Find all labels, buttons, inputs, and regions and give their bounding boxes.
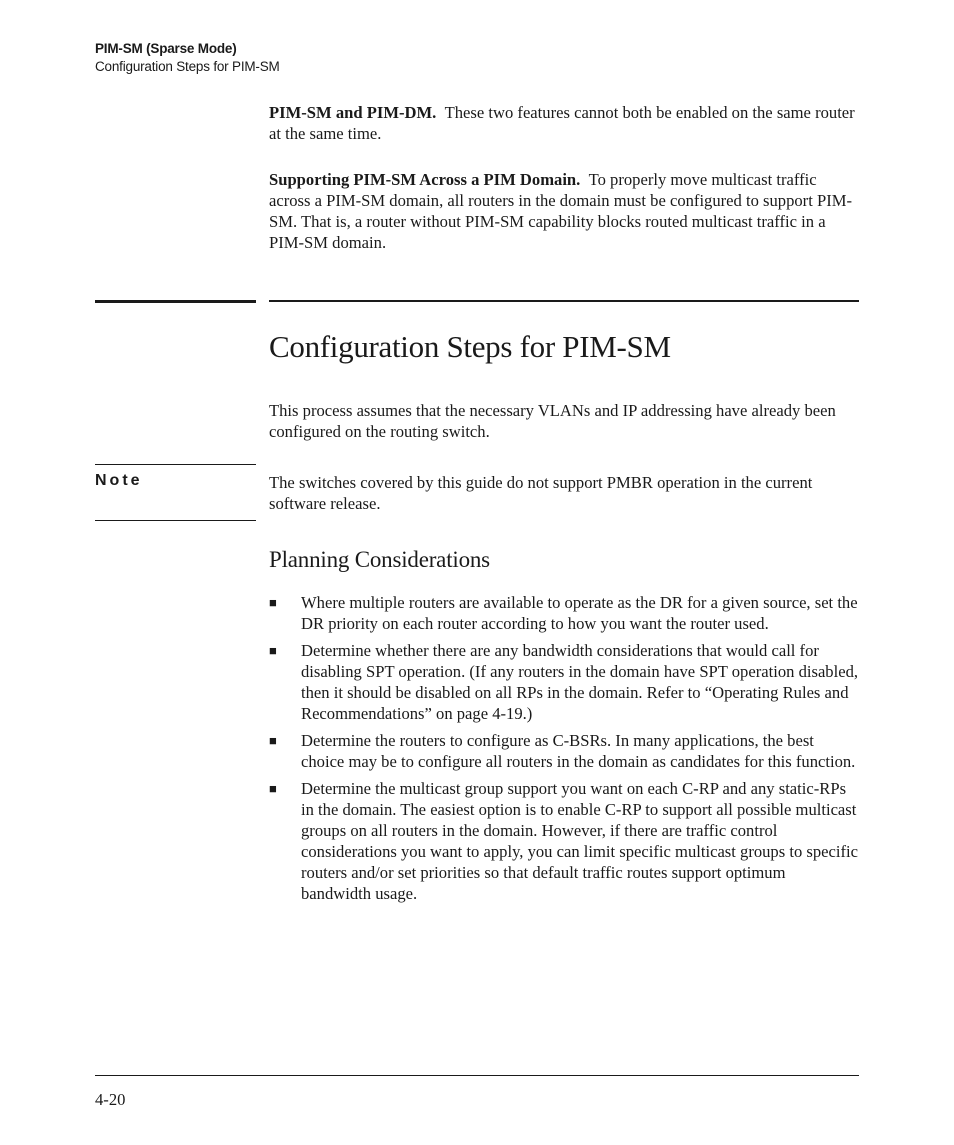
square-bullet-icon: ■ xyxy=(269,733,277,748)
list-item xyxy=(269,778,859,904)
list-item-text: Determine whether there are any bandwidth considerations that would call for disabling SPT operation. (If any routers in the domain have SPT operation disabled, then it should be disabled on all RPs in the domain. Refer to “Operating Rules and Recommendations” on page 4-19.) xyxy=(301,641,859,723)
paragraph-pim-sm-and-pim-dm xyxy=(269,102,859,144)
paragraph-lead: Supporting PIM-SM Across a PIM Domain. xyxy=(269,170,581,189)
paragraph-text: These two features cannot both be enabled on the same router at the same time. xyxy=(269,103,855,143)
list-item xyxy=(269,592,859,634)
section-divider-left xyxy=(95,300,256,303)
running-header-chapter: PIM-SM (Sparse Mode) xyxy=(95,41,237,56)
paragraph-supporting-pim-sm xyxy=(269,169,859,253)
square-bullet-icon: ■ xyxy=(269,781,277,796)
square-bullet-icon: ■ xyxy=(269,643,277,658)
footer-rule xyxy=(95,1075,859,1076)
planning-list xyxy=(269,592,859,910)
section-divider-right xyxy=(269,300,859,302)
note-text: The switches covered by this guide do not support PMBR operation in the current software release. xyxy=(269,473,813,513)
list-item-text: Where multiple routers are available to operate as the DR for a given source, set the DR priority on each router according to how you want the router used. xyxy=(301,593,858,633)
note-top-rule xyxy=(95,464,256,465)
square-bullet-icon: ■ xyxy=(269,595,277,610)
page-number: 4-20 xyxy=(95,1090,126,1109)
list-item-text: Determine the multicast group support you want on each C-RP and any static-RPs in the domain. The easiest option is to enable C-RP to support all possible multicast groups on all routers in the domain. However, if there are traffic control considerations you want to apply, you can limit specific multicast groups to specific routers and/or set priorities so that default traffic routes support optimum bandwidth usage. xyxy=(301,779,858,903)
section-title: Configuration Steps for PIM-SM xyxy=(269,329,671,364)
note-bottom-rule xyxy=(95,520,256,521)
list-item xyxy=(269,730,859,772)
paragraph-lead: PIM-SM and PIM-DM. xyxy=(269,103,437,122)
running-header-section: Configuration Steps for PIM-SM xyxy=(95,59,280,74)
paragraph-text: To properly move multicast traffic across a PIM-SM domain, all routers in the domain must be configured to support PIM-SM. That is, a router without PIM-SM capability blocks routed multicast traffic in a PIM-SM domain. xyxy=(269,170,853,252)
list-item-text: Determine the routers to configure as C-BSRs. In many applications, the best choice may be to configure all routers in the domain as candidates for this function. xyxy=(301,731,856,771)
section-intro: This process assumes that the necessary VLANs and IP addressing have already been configured on the routing switch. xyxy=(269,401,836,441)
list-item xyxy=(269,640,859,724)
note-label: Note xyxy=(95,472,143,489)
subsection-title: Planning Considerations xyxy=(269,547,490,572)
